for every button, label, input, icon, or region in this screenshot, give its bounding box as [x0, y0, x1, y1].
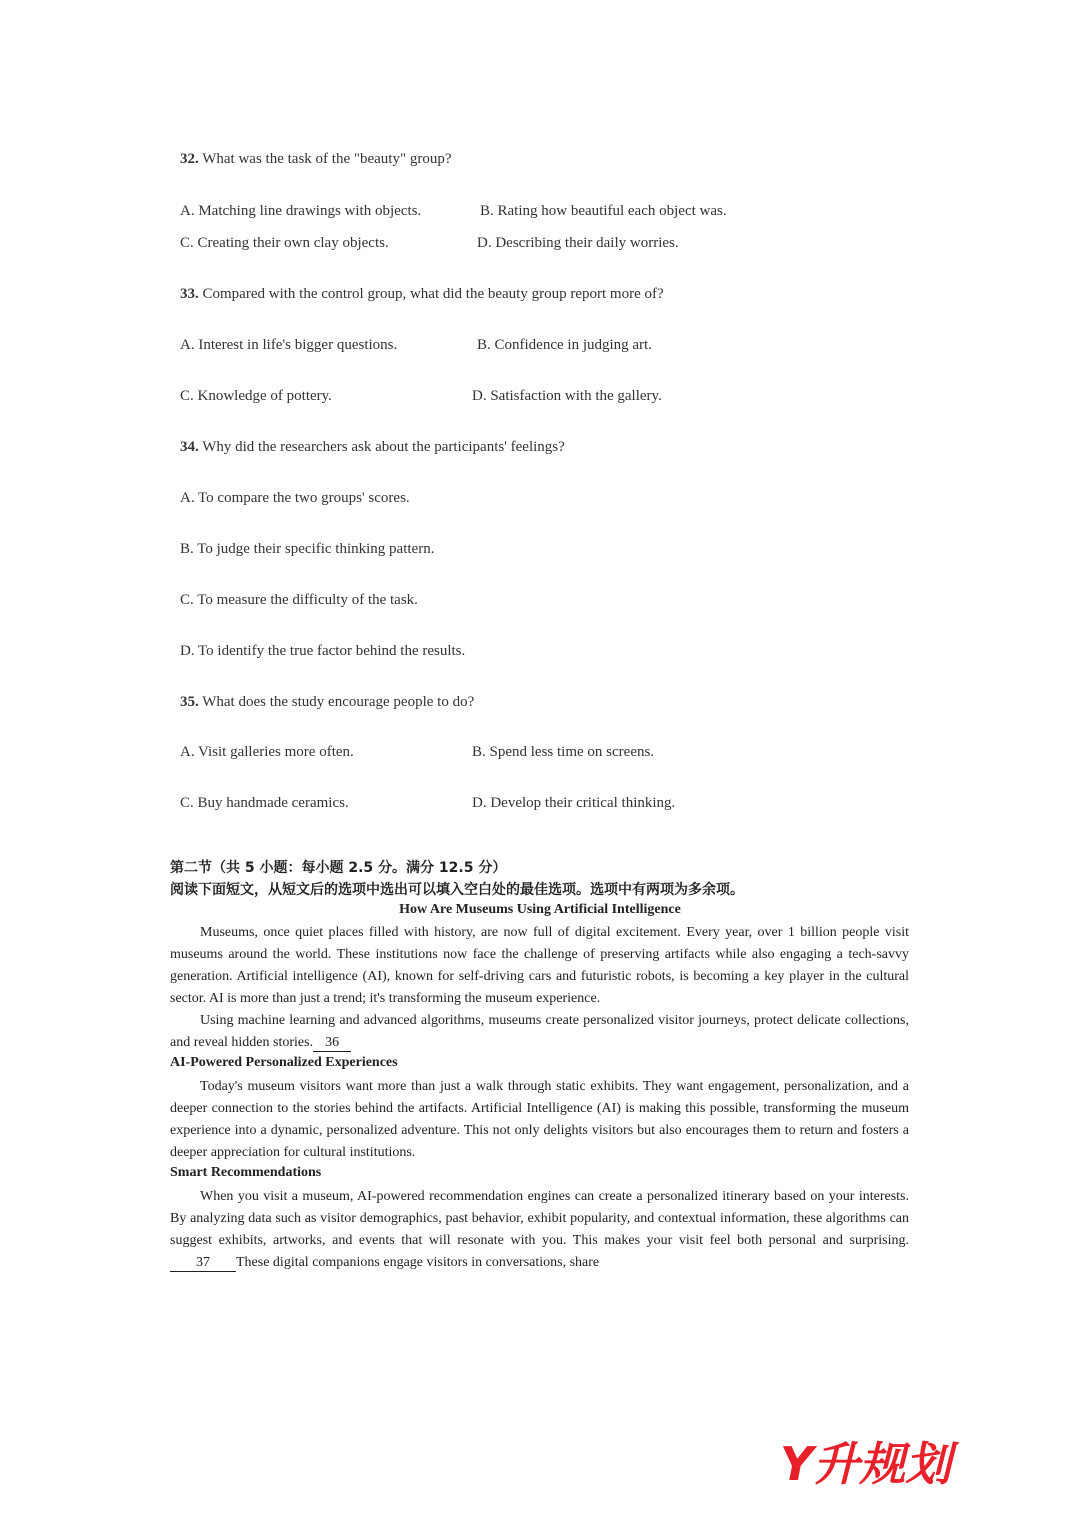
- question-35-stem: [180, 693, 474, 711]
- passage-paragraph-3: Today's museum visitors want more than just a walk through static exhibits. They want engagement, personalization, and a deeper connection to the stories behind the artifacts. Artificial Intelligence (AI) is making this possible, transforming the museum experience into a dynamic, personalized adventure. This not only delights visitors but also encourages them to return and fosters a deeper appreciation for cultural institutions.: [170, 1079, 909, 1160]
- question-32-option-c: C. Creating their own clay objects.: [180, 235, 389, 251]
- question-32-number: 32.: [180, 151, 199, 167]
- question-32-text: What was the task of the "beauty" group?: [202, 151, 452, 167]
- question-32-option-d: D. Describing their daily worries.: [477, 235, 679, 251]
- question-34-option-a: A. To compare the two groups' scores.: [180, 490, 410, 506]
- subheading-personalized-experiences: AI-Powered Personalized Experiences: [170, 1055, 398, 1070]
- section-2-instruction: 阅读下面短文，从短文后的选项中选出可以填入空白处的最佳选项。选项中有两项为多余项。: [170, 882, 744, 898]
- passage-paragraph-4: [170, 1186, 909, 1274]
- question-35-option-c: C. Buy handmade ceramics.: [180, 795, 349, 811]
- question-35-option-a: A. Visit galleries more often.: [180, 744, 354, 760]
- question-32-option-b: B. Rating how beautiful each object was.: [480, 203, 727, 219]
- blank-37: 37: [170, 1255, 236, 1272]
- question-34-number: 34.: [180, 439, 199, 455]
- subheading-smart-recommendations: Smart Recommendations: [170, 1165, 322, 1180]
- section-2-heading: 第二节（共 5 小题：每小题 2.5 分。满分 12.5 分）: [170, 860, 507, 876]
- question-34-text: Why did the researchers ask about the participants' feelings?: [202, 439, 565, 455]
- question-33-text: Compared with the control group, what did the beauty group report more of?: [202, 286, 664, 302]
- question-34-option-c: C. To measure the difficulty of the task.: [180, 592, 418, 608]
- question-32-option-a: A. Matching line drawings with objects.: [180, 203, 422, 219]
- passage-paragraph-2-text: Using machine learning and advanced algorithms, museums create personalized visitor journeys, protect delicate collections, and reveal hidden stories.: [170, 1013, 909, 1050]
- blank-36: 36: [313, 1035, 351, 1052]
- question-33-option-d: D. Satisfaction with the gallery.: [472, 388, 662, 404]
- question-35-option-d: D. Develop their critical thinking.: [472, 795, 676, 811]
- question-33-option-a: A. Interest in life's bigger questions.: [180, 337, 398, 353]
- question-33-stem: [180, 285, 664, 303]
- passage-paragraph-1: Museums, once quiet places filled with history, are now full of digital excitement. Every year, over 1 billion people visit museums around the world. These institutions now face the challenge of preserving artifacts while also engaging a tech-savvy generation. Artificial intelligence (AI), known for self-driving cars and futuristic robots, is becoming a key player in the cultural sector. AI is more than just a trend; it's transforming the museum experience.: [170, 925, 909, 1006]
- question-33-option-c: C. Knowledge of pottery.: [180, 388, 332, 404]
- yisheng-logo: [780, 1432, 1020, 1492]
- passage-paragraph-4-text: When you visit a museum, AI-powered recommendation engines can create a personalized itinerary based on your interests. By analyzing data such as visitor demographics, past behavior, exhibit popularity, and contextual information, these algorithms can suggest exhibits, artworks, and events that will resonate with you. This makes your visit feel both personal and surprising.: [170, 1189, 909, 1248]
- question-35-number: 35.: [180, 694, 199, 710]
- passage-title: How Are Museums Using Artificial Intelligence: [399, 902, 681, 917]
- passage-paragraph-4-continuation: These digital companions engage visitors in conversations, share: [236, 1255, 600, 1270]
- question-33-option-b: B. Confidence in judging art.: [477, 337, 652, 353]
- question-35-text: What does the study encourage people to do?: [202, 694, 475, 710]
- question-34-stem: [180, 438, 565, 456]
- question-34-option-b: B. To judge their specific thinking pattern.: [180, 541, 435, 557]
- logo-text: Y升规划: [780, 1437, 952, 1491]
- question-32-stem: [180, 150, 452, 168]
- passage-paragraph-2: [170, 1010, 909, 1054]
- question-34-option-d: D. To identify the true factor behind the results.: [180, 643, 466, 659]
- question-35-option-b: B. Spend less time on screens.: [472, 744, 655, 760]
- question-33-number: 33.: [180, 286, 199, 302]
